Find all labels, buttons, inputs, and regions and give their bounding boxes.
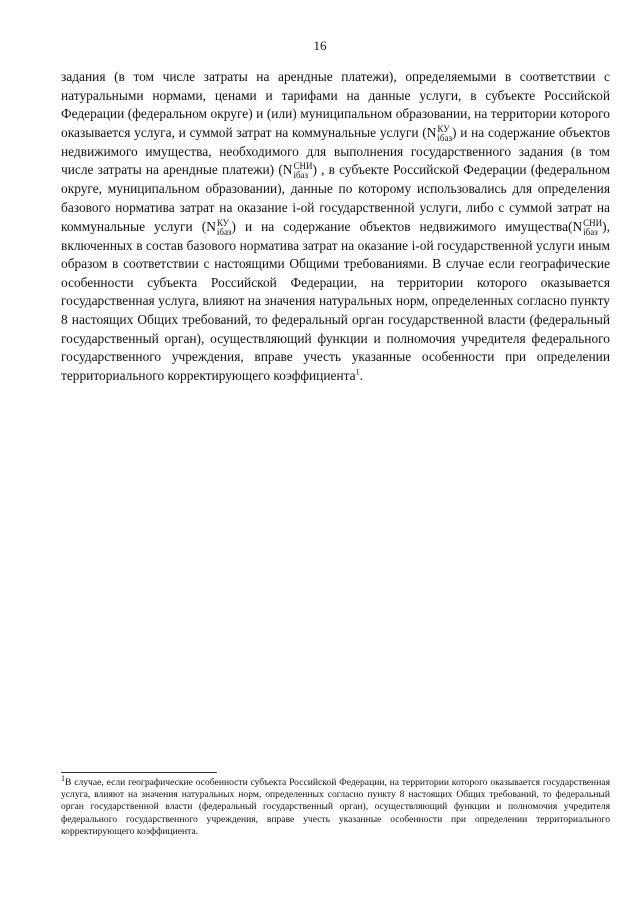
page-number: 16 — [313, 38, 327, 53]
footnote-text: В случае, если географические особенности субъекта Российской Федерации, на территории которого оказывается государственная услуга, влияют на значения натуральных норм, определенных согласно пункту 8 настоящих Общих требований, то федеральный орган государственной власти (федеральный государственный орган), осуществляющий функции и полномочия учредителя федерального государственного учреждения, вправе учесть указанные особенности при определении территориального корректирующего коэффициента. — [61, 777, 610, 837]
footnote-marker: 1 — [61, 773, 65, 783]
formula-n-ku: N КУ iбаз — [426, 123, 453, 143]
formula-n-sni: N СНИ iбаз — [572, 217, 603, 237]
footnote-divider — [61, 772, 217, 773]
paragraph-text: ) и на содержание объектов недвижимого имущества, необходимого для выполнения государственного задания (в том числе затраты на арендные платежи) ( — [61, 124, 610, 178]
main-paragraph — [61, 68, 610, 385]
paragraph-text: . — [359, 367, 363, 383]
footnote — [61, 773, 610, 838]
paragraph-text: ), включенных в состав базового норматива затрат на оказание i-ой государственной услуги иным образом в соответствии с настоящими Общими требованиями. В случае если географические особенности субъекта Российской Федерации, на территории которого оказывается государственная услуга, влияют на значения натуральных норм, определенных согласно пункту 8 настоящих Общих требований, то федеральный орган государственной власти (федеральный государственный орган), осуществляющий функции и полномочия учредителя федерального государственного учреждения, вправе учесть указанные особенности при определении территориального корректирующего коэффициента — [61, 218, 610, 383]
paragraph-text: ) и на содержание объектов недвижимого имущества( — [231, 218, 573, 234]
paragraph-text: задания (в том числе затраты на арендные платежи), определяемыми в соответствии с натуральными нормами, ценами и тарифами на данные услуги, в субъекте Российской Федерации (федеральном округе) и (или) муниципальном образовании, на территории которого оказывается услуга, и суммой затрат на коммунальные услуги ( — [61, 69, 610, 140]
paragraph-text: ) , в субъекте Российской Федерации (федеральном округе, муниципальном образовании), данные по которому использовались для определения базового норматива затрат на оказание i-ой государственной услуги, либо с суммой затрат на коммунальные услуги ( — [61, 162, 610, 234]
footnote-reference[interactable]: 1 — [355, 367, 360, 377]
formula-n-ku: N КУ iбаз — [206, 217, 232, 237]
formula-n-sni: N СНИ iбаз — [282, 161, 313, 181]
